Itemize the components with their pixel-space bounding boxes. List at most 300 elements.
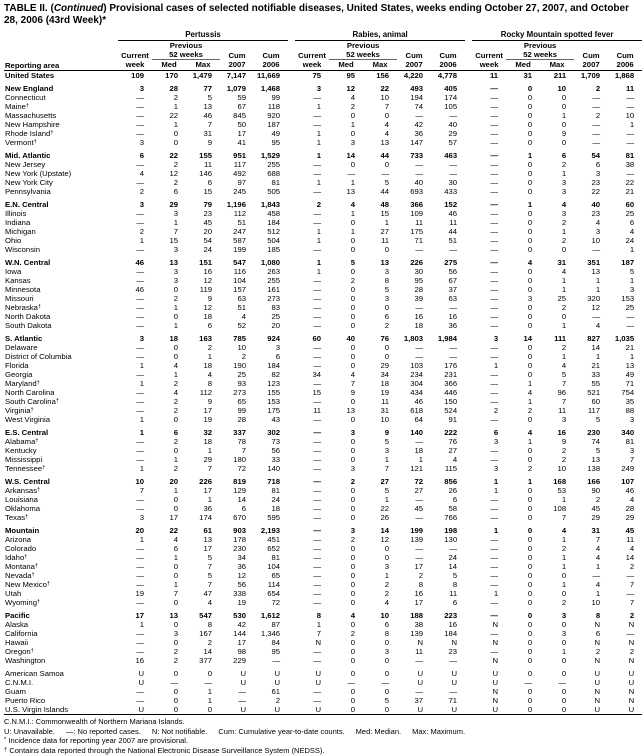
value-cell: 111	[540, 334, 574, 343]
value-cell: —	[118, 218, 152, 227]
value-cell: —	[397, 343, 431, 352]
value-cell: 0	[363, 638, 397, 647]
value-cell: 56	[220, 580, 254, 589]
value-cell: 1	[540, 562, 574, 571]
value-cell: 0	[506, 102, 540, 111]
value-cell: —	[152, 678, 186, 687]
value-cell: 1	[152, 486, 186, 495]
value-cell: 151	[186, 258, 220, 267]
value-cell: 10	[363, 611, 397, 620]
value-cell: 0	[152, 415, 186, 424]
value-cell: 1,529	[254, 151, 288, 160]
column-spacer	[288, 705, 295, 715]
reporting-area-cell: Utah	[4, 589, 118, 598]
value-cell: 3	[329, 138, 363, 147]
value-cell: U	[397, 669, 431, 678]
value-cell: 1	[295, 236, 329, 245]
reporting-area-cell: Mid. Atlantic	[4, 151, 118, 160]
value-cell: 4	[574, 321, 608, 330]
previous-label: Previous	[506, 41, 574, 51]
value-cell: 48	[363, 200, 397, 209]
value-cell: 10	[363, 93, 397, 102]
med-label: Med	[329, 60, 363, 71]
max-label: Max	[540, 60, 574, 71]
value-cell: 0	[329, 111, 363, 120]
table-row	[4, 669, 642, 678]
reporting-area-cell: New Mexico†	[4, 580, 118, 589]
value-cell: 27	[363, 477, 397, 486]
value-cell: 81	[608, 151, 642, 160]
value-cell: 0	[329, 486, 363, 495]
column-spacer	[288, 334, 295, 343]
value-cell: 45	[574, 504, 608, 513]
value-cell: —	[118, 343, 152, 352]
value-cell: 2	[363, 321, 397, 330]
value-cell: —	[118, 647, 152, 656]
value-cell: —	[472, 200, 506, 209]
value-cell: 22	[363, 84, 397, 93]
disease-header-pertussis: Pertussis	[118, 30, 288, 41]
column-spacer	[465, 102, 472, 111]
column-spacer	[465, 303, 472, 312]
value-cell: —	[472, 571, 506, 580]
value-cell: 903	[220, 526, 254, 535]
value-cell: N	[574, 687, 608, 696]
value-cell: 0	[506, 446, 540, 455]
value-cell: 0	[329, 504, 363, 513]
value-cell: 93	[220, 379, 254, 388]
value-cell: —	[472, 388, 506, 397]
value-cell: 60	[295, 334, 329, 343]
value-cell: —	[118, 160, 152, 169]
value-cell: —	[472, 84, 506, 93]
value-cell: 0	[152, 669, 186, 678]
value-cell: 0	[329, 397, 363, 406]
value-cell: 17	[118, 611, 152, 620]
value-cell: 117	[574, 406, 608, 415]
value-cell: 7	[608, 455, 642, 464]
value-cell: 16	[431, 312, 465, 321]
value-cell: 1	[540, 285, 574, 294]
dagger-marker: †	[25, 514, 28, 520]
value-cell: 6	[431, 495, 465, 504]
value-cell: 754	[608, 388, 642, 397]
value-cell: 0	[363, 669, 397, 678]
value-cell: 0	[506, 669, 540, 678]
reporting-area-cell: Massachusetts	[4, 111, 118, 120]
year-2006-label: 2006	[431, 60, 465, 71]
value-cell: 3	[295, 84, 329, 93]
column-spacer	[465, 169, 472, 178]
value-cell: —	[295, 120, 329, 129]
table-row	[4, 361, 642, 370]
value-cell: —	[397, 160, 431, 169]
table-row	[4, 285, 642, 294]
value-cell: 0	[540, 120, 574, 129]
table-row	[4, 526, 642, 535]
value-cell: 0	[506, 267, 540, 276]
reporting-area-cell: Georgia	[4, 370, 118, 379]
value-cell: 234	[397, 370, 431, 379]
value-cell: 0	[540, 705, 574, 715]
column-spacer	[288, 379, 295, 388]
value-cell: 0	[506, 526, 540, 535]
value-cell: U	[574, 705, 608, 715]
value-cell: —	[574, 138, 608, 147]
disease-header-rabies: Rabies, animal	[295, 30, 465, 41]
value-cell: —	[397, 352, 431, 361]
value-cell: —	[472, 397, 506, 406]
value-cell: 3	[363, 446, 397, 455]
value-cell: 84	[254, 638, 288, 647]
value-cell: 30	[397, 267, 431, 276]
column-spacer	[465, 598, 472, 607]
value-cell: 0	[506, 276, 540, 285]
value-cell: 0	[152, 598, 186, 607]
value-cell: 7	[540, 379, 574, 388]
value-cell: 13	[186, 102, 220, 111]
table-row	[4, 486, 642, 495]
value-cell: —	[295, 187, 329, 196]
value-cell: N	[608, 687, 642, 696]
value-cell: 0	[506, 312, 540, 321]
table-row	[4, 428, 642, 437]
column-spacer	[288, 562, 295, 571]
value-cell: —	[574, 245, 608, 254]
column-spacer	[288, 71, 295, 81]
value-cell: —	[118, 120, 152, 129]
value-cell: 1	[186, 495, 220, 504]
value-cell: 3	[608, 415, 642, 424]
value-cell: —	[118, 580, 152, 589]
value-cell: 26	[431, 486, 465, 495]
value-cell: 0	[329, 294, 363, 303]
value-cell: —	[472, 321, 506, 330]
value-cell: 446	[431, 388, 465, 397]
value-cell: —	[431, 245, 465, 254]
value-cell: —	[295, 343, 329, 352]
value-cell: 521	[574, 388, 608, 397]
dagger-marker: †	[34, 139, 37, 145]
reporting-area-cell: Mountain	[4, 526, 118, 535]
value-cell: 1	[295, 102, 329, 111]
reporting-area-cell: Montana†	[4, 562, 118, 571]
table-row	[4, 258, 642, 267]
value-cell: 3	[472, 437, 506, 446]
value-cell: 0	[152, 562, 186, 571]
value-cell: —	[118, 629, 152, 638]
value-cell: 28	[220, 415, 254, 424]
value-cell: 1	[608, 276, 642, 285]
column-spacer	[465, 151, 472, 160]
value-cell: 524	[431, 406, 465, 415]
value-cell: 1	[574, 562, 608, 571]
value-cell: —	[608, 138, 642, 147]
value-cell: —	[472, 276, 506, 285]
value-cell: —	[118, 129, 152, 138]
value-cell: 0	[363, 656, 397, 665]
value-cell: 8	[574, 611, 608, 620]
value-cell: 530	[220, 611, 254, 620]
value-cell: 7	[329, 379, 363, 388]
value-cell: —	[295, 495, 329, 504]
value-cell: 2	[540, 303, 574, 312]
value-cell: U	[472, 669, 506, 678]
value-cell: 11	[397, 218, 431, 227]
value-cell: U	[118, 705, 152, 715]
value-cell: 0	[186, 669, 220, 678]
reporting-area-cell: S. Atlantic	[4, 334, 118, 343]
value-cell: 493	[397, 84, 431, 93]
value-cell: 11	[472, 71, 506, 81]
value-cell: 81	[254, 486, 288, 495]
value-cell: 2	[152, 656, 186, 665]
value-cell: 31	[186, 129, 220, 138]
value-cell: 20	[118, 526, 152, 535]
column-spacer	[465, 571, 472, 580]
value-cell: 22	[152, 111, 186, 120]
value-cell: 1	[295, 227, 329, 236]
value-cell: U	[254, 678, 288, 687]
value-cell: 337	[220, 428, 254, 437]
value-cell: 7	[540, 397, 574, 406]
value-cell: 56	[431, 267, 465, 276]
value-cell: 4	[540, 526, 574, 535]
reporting-area-cell: Alaska	[4, 620, 118, 629]
value-cell: 0	[186, 705, 220, 715]
value-cell: 1	[186, 687, 220, 696]
reporting-area-cell: Arkansas†	[4, 486, 118, 495]
value-cell: 0	[329, 562, 363, 571]
value-cell: 0	[152, 285, 186, 294]
value-cell: 6	[540, 151, 574, 160]
value-cell: 31	[506, 71, 540, 81]
value-cell: N	[574, 696, 608, 705]
value-cell: 90	[574, 486, 608, 495]
value-cell: —	[472, 151, 506, 160]
column-spacer	[465, 187, 472, 196]
table-row	[4, 397, 642, 406]
value-cell: —	[118, 111, 152, 120]
reporting-area-cell: New York (Upstate)	[4, 169, 118, 178]
value-cell: U	[608, 705, 642, 715]
table-row	[4, 553, 642, 562]
column-spacer	[288, 138, 295, 147]
value-cell: —	[472, 352, 506, 361]
legend-item: Cum: Cumulative year-to-date counts.	[218, 727, 344, 736]
value-cell: 81	[254, 553, 288, 562]
value-cell: 3	[540, 187, 574, 196]
table-row	[4, 200, 642, 209]
value-cell: 21	[608, 187, 642, 196]
value-cell: —	[397, 495, 431, 504]
value-cell: 3	[540, 209, 574, 218]
column-spacer	[465, 334, 472, 343]
value-cell: —	[118, 562, 152, 571]
value-cell: 4	[152, 361, 186, 370]
value-cell: 121	[397, 464, 431, 473]
value-cell: 2	[118, 187, 152, 196]
column-spacer	[288, 84, 295, 93]
value-cell: 0	[329, 656, 363, 665]
value-cell: 176	[431, 361, 465, 370]
value-cell: 6	[363, 620, 397, 629]
dagger-marker: †	[37, 599, 40, 605]
column-spacer	[465, 415, 472, 424]
reporting-area-cell: Florida	[4, 361, 118, 370]
table-row	[4, 218, 642, 227]
footnote-cnmi: C.N.M.I.: Commonwealth of Northern Mariana Islands.	[4, 717, 636, 727]
column-spacer	[465, 111, 472, 120]
column-spacer	[465, 669, 472, 678]
value-cell: 17	[397, 562, 431, 571]
value-cell: 5	[186, 93, 220, 102]
value-cell: —	[472, 285, 506, 294]
column-spacer	[288, 620, 295, 629]
value-cell: 22	[608, 178, 642, 187]
value-cell: 0	[329, 455, 363, 464]
value-cell: 25	[220, 370, 254, 379]
value-cell: 46	[118, 285, 152, 294]
value-cell: 16	[397, 589, 431, 598]
value-cell: 9	[186, 397, 220, 406]
value-cell: —	[397, 245, 431, 254]
table-row	[4, 227, 642, 236]
reporting-area-cell: C.N.M.I.	[4, 678, 118, 687]
legend-item: Max: Maximum.	[412, 727, 465, 736]
value-cell: 0	[540, 669, 574, 678]
value-cell: 0	[329, 589, 363, 598]
value-cell: —	[397, 687, 431, 696]
table-row	[4, 321, 642, 330]
value-cell: 1,803	[397, 334, 431, 343]
column-spacer	[288, 629, 295, 638]
value-cell: 1	[540, 647, 574, 656]
legend-item: —: No reported cases.	[66, 727, 141, 736]
value-cell: 39	[397, 294, 431, 303]
value-cell: U	[472, 678, 506, 687]
value-cell: 0	[363, 705, 397, 715]
value-cell: 4	[540, 200, 574, 209]
value-cell: 97	[220, 178, 254, 187]
value-cell: 18	[363, 379, 397, 388]
column-spacer	[465, 285, 472, 294]
value-cell: 13	[608, 361, 642, 370]
value-cell: —	[295, 553, 329, 562]
value-cell: 163	[186, 334, 220, 343]
value-cell: —	[295, 111, 329, 120]
value-cell: 7,147	[220, 71, 254, 81]
dagger-marker: †	[37, 380, 40, 386]
column-spacer	[465, 236, 472, 245]
value-cell: 7	[220, 446, 254, 455]
value-cell: 36	[186, 504, 220, 513]
value-cell: 31	[540, 258, 574, 267]
value-cell: 35	[608, 397, 642, 406]
value-cell: 65	[254, 571, 288, 580]
value-cell: 0	[329, 312, 363, 321]
value-cell: 33	[574, 370, 608, 379]
column-spacer	[465, 397, 472, 406]
table-row	[4, 129, 642, 138]
value-cell: U	[431, 669, 465, 678]
value-cell: 2	[152, 464, 186, 473]
value-cell: 8	[295, 611, 329, 620]
value-cell: 226	[397, 258, 431, 267]
column-spacer	[465, 379, 472, 388]
value-cell: 0	[329, 415, 363, 424]
value-cell: 0	[363, 303, 397, 312]
value-cell: 7	[152, 589, 186, 598]
value-cell: 2	[574, 495, 608, 504]
value-cell: 3	[152, 245, 186, 254]
value-cell: 1	[118, 620, 152, 629]
value-cell: 1	[506, 397, 540, 406]
value-cell: 9	[186, 294, 220, 303]
value-cell: 0	[506, 598, 540, 607]
value-cell: 3	[152, 629, 186, 638]
value-cell: —	[295, 312, 329, 321]
value-cell: —	[608, 321, 642, 330]
value-cell: U	[431, 678, 465, 687]
value-cell: N	[397, 638, 431, 647]
value-cell: 6	[152, 428, 186, 437]
value-cell: —	[118, 209, 152, 218]
column-spacer	[465, 687, 472, 696]
value-cell: 1	[295, 151, 329, 160]
value-cell: 5	[431, 571, 465, 580]
dagger-marker: †	[35, 563, 38, 569]
value-cell: 5	[363, 285, 397, 294]
value-cell: —	[118, 397, 152, 406]
value-cell: —	[118, 178, 152, 187]
value-cell: 0	[506, 562, 540, 571]
value-cell: 3	[574, 169, 608, 178]
value-cell: 34	[363, 370, 397, 379]
value-cell: 819	[220, 477, 254, 486]
table-row	[4, 495, 642, 504]
value-cell: 11	[363, 236, 397, 245]
value-cell: 338	[220, 589, 254, 598]
value-cell: 0	[506, 111, 540, 120]
value-cell: 16	[186, 267, 220, 276]
value-cell: 1	[472, 361, 506, 370]
value-cell: 618	[397, 406, 431, 415]
value-cell: 30	[431, 178, 465, 187]
value-cell: —	[574, 120, 608, 129]
value-cell: —	[472, 495, 506, 504]
value-cell: —	[186, 678, 220, 687]
value-cell: 20	[186, 227, 220, 236]
value-cell: 15	[363, 209, 397, 218]
value-cell: 2	[186, 638, 220, 647]
value-cell: 78	[220, 437, 254, 446]
value-cell: 1	[540, 321, 574, 330]
value-cell: —	[295, 696, 329, 705]
value-cell: 10	[220, 343, 254, 352]
value-cell: 0	[329, 361, 363, 370]
value-cell: 1	[472, 589, 506, 598]
value-cell: 2	[608, 562, 642, 571]
value-cell: U	[118, 678, 152, 687]
value-cell: 23	[574, 178, 608, 187]
value-cell: 0	[152, 696, 186, 705]
value-cell: 4	[574, 544, 608, 553]
title-continued: Continued	[54, 3, 103, 14]
value-cell: 0	[506, 370, 540, 379]
value-cell: 140	[254, 464, 288, 473]
table-row	[4, 312, 642, 321]
